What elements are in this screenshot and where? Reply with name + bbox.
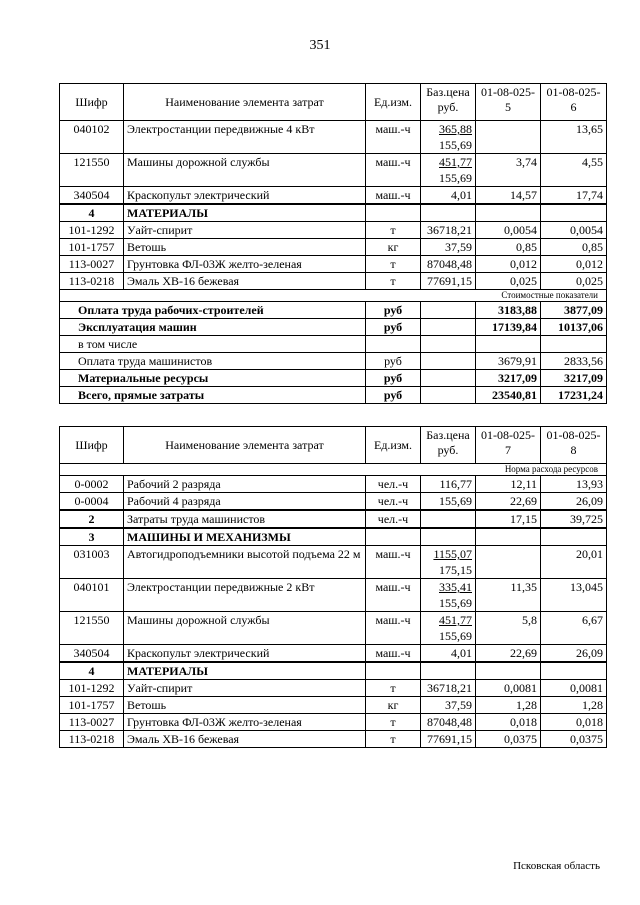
cost-value-b: 17231,24 bbox=[541, 387, 607, 404]
row-price: 77691,15 bbox=[421, 731, 476, 748]
cost-name: Оплата труда рабочих-строителей bbox=[60, 302, 366, 319]
row-value-b: 13,045 bbox=[541, 579, 607, 612]
row-value-a: 0,025 bbox=[476, 273, 541, 290]
row-value-b: 0,85 bbox=[541, 239, 607, 256]
cost-row bbox=[60, 370, 607, 387]
row-code: 101-1757 bbox=[60, 697, 124, 714]
header-code: Шифр bbox=[60, 84, 124, 121]
section-title: МАТЕРИАЛЫ bbox=[124, 204, 366, 222]
cost-indicators-label: Стоимостные показатели bbox=[60, 290, 607, 302]
table-row bbox=[60, 121, 607, 154]
row-price: 451,77 155,69 bbox=[421, 154, 476, 187]
table-row bbox=[60, 493, 607, 511]
cost-row bbox=[60, 387, 607, 404]
row-value-b: 26,09 bbox=[541, 645, 607, 663]
cost-value-b: 2833,56 bbox=[541, 353, 607, 370]
row-value-a: 5,8 bbox=[476, 612, 541, 645]
row-value-b: 4,55 bbox=[541, 154, 607, 187]
row-value-a: 0,012 bbox=[476, 256, 541, 273]
row-price: 37,59 bbox=[421, 697, 476, 714]
row-name: Электростанции передвижные 4 кВт bbox=[124, 121, 366, 154]
cost-value-b: 10137,06 bbox=[541, 319, 607, 336]
section-title: МАШИНЫ И МЕХАНИЗМЫ bbox=[124, 528, 366, 546]
footer-region: Псковская область bbox=[513, 860, 600, 872]
row-value-b: 0,0081 bbox=[541, 680, 607, 697]
row-price: 116,77 bbox=[421, 476, 476, 493]
row-unit: кг bbox=[366, 239, 421, 256]
row-name: Ветошь bbox=[124, 697, 366, 714]
cost-value-a: 23540,81 bbox=[476, 387, 541, 404]
section-row-materials bbox=[60, 662, 607, 680]
header-unit: Ед.изм. bbox=[366, 427, 421, 464]
header-col-a: 01-08-025-5 bbox=[476, 84, 541, 121]
row-unit: маш.-ч bbox=[366, 121, 421, 154]
norm-label-row bbox=[60, 464, 607, 476]
row-unit: чел.-ч bbox=[366, 493, 421, 511]
row-code: 101-1292 bbox=[60, 680, 124, 697]
row-value-b: 0,0054 bbox=[541, 222, 607, 239]
row-value-a: 0,0054 bbox=[476, 222, 541, 239]
row-unit: маш.-ч bbox=[366, 612, 421, 645]
row-value-b: 0,018 bbox=[541, 714, 607, 731]
row-value-b: 13,93 bbox=[541, 476, 607, 493]
cost-value-a: 3217,09 bbox=[476, 370, 541, 387]
table-row bbox=[60, 697, 607, 714]
row-name: Рабочий 4 разряда bbox=[124, 493, 366, 511]
row-value-a: 22,69 bbox=[476, 645, 541, 663]
row-value-a: 22,69 bbox=[476, 493, 541, 511]
row-value-a: 12,11 bbox=[476, 476, 541, 493]
table-row bbox=[60, 714, 607, 731]
row-unit: маш.-ч bbox=[366, 579, 421, 612]
header-name: Наименование элемента затрат bbox=[124, 427, 366, 464]
row-code: 113-0027 bbox=[60, 256, 124, 273]
cost-unit: руб bbox=[366, 302, 421, 319]
row-value-a: 3,74 bbox=[476, 154, 541, 187]
row-unit: маш.-ч bbox=[366, 154, 421, 187]
row-unit: чел.-ч bbox=[366, 510, 421, 528]
table-row bbox=[60, 546, 607, 579]
table-header-row bbox=[60, 84, 607, 121]
section-row-materials bbox=[60, 204, 607, 222]
row-value-b: 0,012 bbox=[541, 256, 607, 273]
section-number: 4 bbox=[60, 204, 124, 222]
norm-label: Норма расхода ресурсов bbox=[60, 464, 607, 476]
row-value-a: 17,15 bbox=[476, 510, 541, 528]
table-row bbox=[60, 187, 607, 205]
cost-unit: руб bbox=[366, 387, 421, 404]
row-name: Машины дорожной службы bbox=[124, 154, 366, 187]
row-value-b: 0,025 bbox=[541, 273, 607, 290]
row-price: 1155,07 175,15 bbox=[421, 546, 476, 579]
row-value-a: 0,0081 bbox=[476, 680, 541, 697]
row-code: 113-0027 bbox=[60, 714, 124, 731]
header-name: Наименование элемента затрат bbox=[124, 84, 366, 121]
table-row bbox=[60, 612, 607, 645]
row-value-a: 0,0375 bbox=[476, 731, 541, 748]
cost-name: Оплата труда машинистов bbox=[60, 353, 366, 370]
row-value-b: 39,725 bbox=[541, 510, 607, 528]
row-price: 87048,48 bbox=[421, 256, 476, 273]
row-value-b: 13,65 bbox=[541, 121, 607, 154]
row-code: 340504 bbox=[60, 187, 124, 205]
row-name: Грунтовка ФЛ-03Ж желто-зеленая bbox=[124, 714, 366, 731]
row-code: 340504 bbox=[60, 645, 124, 663]
cost-unit: руб bbox=[366, 370, 421, 387]
row-unit: маш.-ч bbox=[366, 546, 421, 579]
row-unit: чел.-ч bbox=[366, 476, 421, 493]
estimate-table-1 bbox=[59, 83, 607, 404]
row-code: 113-0218 bbox=[60, 273, 124, 290]
row-value-b: 17,74 bbox=[541, 187, 607, 205]
table-row bbox=[60, 680, 607, 697]
cost-name: Материальные ресурсы bbox=[60, 370, 366, 387]
header-price: Баз.цена руб. bbox=[421, 427, 476, 464]
row-value-b: 1,28 bbox=[541, 697, 607, 714]
row-price: 4,01 bbox=[421, 645, 476, 663]
row-code: 101-1757 bbox=[60, 239, 124, 256]
cost-name: Всего, прямые затраты bbox=[60, 387, 366, 404]
row-value-a bbox=[476, 546, 541, 579]
row-unit: т bbox=[366, 273, 421, 290]
row-code: 121550 bbox=[60, 612, 124, 645]
cost-name: Эксплуатация машин bbox=[60, 319, 366, 336]
table-row bbox=[60, 154, 607, 187]
header-code: Шифр bbox=[60, 427, 124, 464]
row-unit: маш.-ч bbox=[366, 645, 421, 663]
row-unit: т bbox=[366, 222, 421, 239]
header-col-b: 01-08-025-6 bbox=[541, 84, 607, 121]
row-name: Затраты труда машинистов bbox=[124, 510, 366, 528]
row-price: 365,88 155,69 bbox=[421, 121, 476, 154]
row-name: Грунтовка ФЛ-03Ж желто-зеленая bbox=[124, 256, 366, 273]
estimate-table-2 bbox=[59, 426, 607, 748]
row-price: 37,59 bbox=[421, 239, 476, 256]
row-price: 335,41 155,69 bbox=[421, 579, 476, 612]
row-price: 36718,21 bbox=[421, 222, 476, 239]
row-price: 155,69 bbox=[421, 493, 476, 511]
section-number: 4 bbox=[60, 662, 124, 680]
row-code: 0-0002 bbox=[60, 476, 124, 493]
table-row bbox=[60, 645, 607, 663]
row-unit: маш.-ч bbox=[366, 187, 421, 205]
row-price: 4,01 bbox=[421, 187, 476, 205]
row-name: Краскопульт электрический bbox=[124, 645, 366, 663]
row-name: Уайт-спирит bbox=[124, 222, 366, 239]
table-row bbox=[60, 579, 607, 612]
table-row bbox=[60, 239, 607, 256]
row-name: Электростанции передвижные 2 кВт bbox=[124, 579, 366, 612]
table-row bbox=[60, 273, 607, 290]
row-value-a: 1,28 bbox=[476, 697, 541, 714]
table-header-row bbox=[60, 427, 607, 464]
cost-value-b: 3877,09 bbox=[541, 302, 607, 319]
row-name: Автогидроподъемники высотой подъема 22 м bbox=[124, 546, 366, 579]
row-name: Рабочий 2 разряда bbox=[124, 476, 366, 493]
header-price: Баз.цена руб. bbox=[421, 84, 476, 121]
row-value-b: 6,67 bbox=[541, 612, 607, 645]
row-unit: кг bbox=[366, 697, 421, 714]
cost-name: в том числе bbox=[60, 336, 366, 353]
row-code: 040102 bbox=[60, 121, 124, 154]
row-value-a: 14,57 bbox=[476, 187, 541, 205]
cost-value-a: 3183,88 bbox=[476, 302, 541, 319]
section-row-machines bbox=[60, 528, 607, 546]
row-unit: т bbox=[366, 731, 421, 748]
cost-row bbox=[60, 302, 607, 319]
row-price: 36718,21 bbox=[421, 680, 476, 697]
row-value-b: 26,09 bbox=[541, 493, 607, 511]
row-unit: т bbox=[366, 680, 421, 697]
cost-row bbox=[60, 319, 607, 336]
cost-row bbox=[60, 353, 607, 370]
row-value-b: 20,01 bbox=[541, 546, 607, 579]
table-row bbox=[60, 476, 607, 493]
cost-row bbox=[60, 336, 607, 353]
row-code: 040101 bbox=[60, 579, 124, 612]
row-code: 031003 bbox=[60, 546, 124, 579]
row-code: 121550 bbox=[60, 154, 124, 187]
row-price: 87048,48 bbox=[421, 714, 476, 731]
header-unit: Ед.изм. bbox=[366, 84, 421, 121]
row-name: Уайт-спирит bbox=[124, 680, 366, 697]
cost-value-a: 17139,84 bbox=[476, 319, 541, 336]
row-unit: т bbox=[366, 714, 421, 731]
table-row bbox=[60, 222, 607, 239]
row-price: 451,77 155,69 bbox=[421, 612, 476, 645]
header-col-a: 01-08-025-7 bbox=[476, 427, 541, 464]
cost-unit: руб bbox=[366, 353, 421, 370]
row-name: Ветошь bbox=[124, 239, 366, 256]
header-col-b: 01-08-025-8 bbox=[541, 427, 607, 464]
row-value-a: 0,018 bbox=[476, 714, 541, 731]
section-title: МАТЕРИАЛЫ bbox=[124, 662, 366, 680]
table-row bbox=[60, 731, 607, 748]
row-value-b: 0,0375 bbox=[541, 731, 607, 748]
row-value-a: 0,85 bbox=[476, 239, 541, 256]
row-name: Эмаль ХВ-16 бежевая bbox=[124, 731, 366, 748]
table-row bbox=[60, 256, 607, 273]
cost-unit: руб bbox=[366, 319, 421, 336]
page-number: 351 bbox=[309, 38, 331, 53]
row-code: 2 bbox=[60, 510, 124, 528]
row-name: Эмаль ХВ-16 бежевая bbox=[124, 273, 366, 290]
row-value-a: 11,35 bbox=[476, 579, 541, 612]
machinists-row bbox=[60, 510, 607, 528]
cost-value-b: 3217,09 bbox=[541, 370, 607, 387]
row-code: 101-1292 bbox=[60, 222, 124, 239]
cost-value-a: 3679,91 bbox=[476, 353, 541, 370]
row-code: 0-0004 bbox=[60, 493, 124, 511]
section-number: 3 bbox=[60, 528, 124, 546]
row-name: Краскопульт электрический bbox=[124, 187, 366, 205]
row-value-a bbox=[476, 121, 541, 154]
row-name: Машины дорожной службы bbox=[124, 612, 366, 645]
cost-label-row bbox=[60, 290, 607, 302]
row-code: 113-0218 bbox=[60, 731, 124, 748]
row-unit: т bbox=[366, 256, 421, 273]
row-price: 77691,15 bbox=[421, 273, 476, 290]
